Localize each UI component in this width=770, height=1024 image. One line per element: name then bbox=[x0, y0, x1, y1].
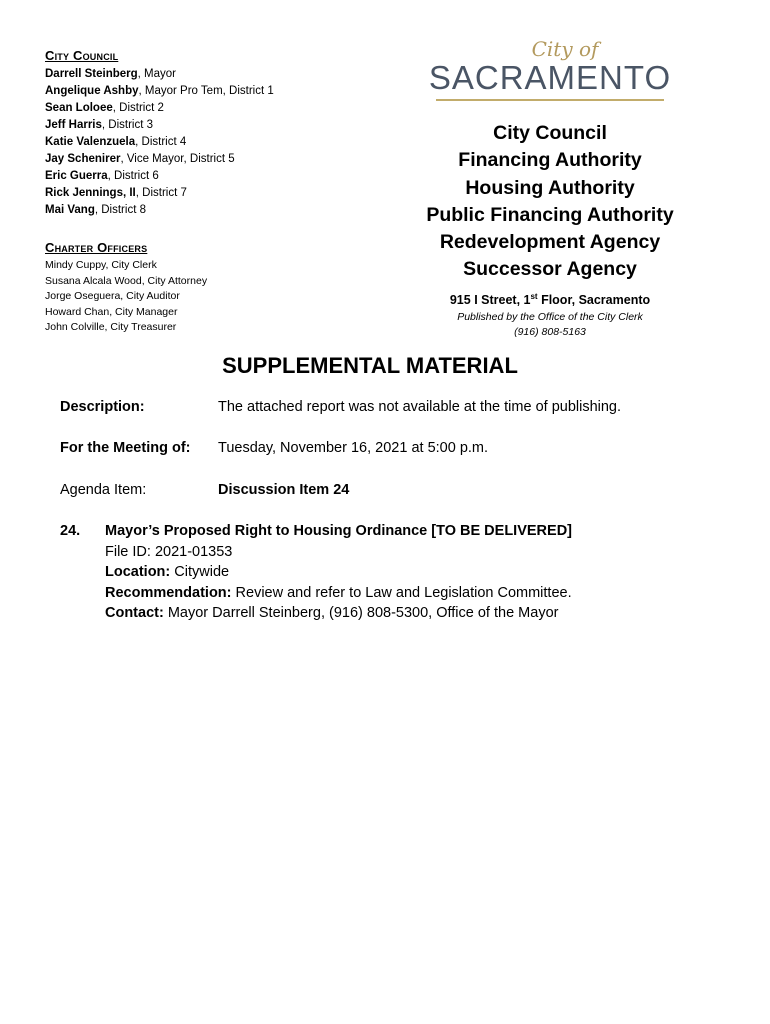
organization-name: Redevelopment Agency bbox=[439, 231, 661, 254]
officer-entry: Jorge Oseguera, City Auditor bbox=[45, 290, 180, 302]
council-heading: City Council bbox=[45, 48, 119, 63]
member-role: , District 7 bbox=[135, 187, 187, 199]
member-role: , Mayor bbox=[137, 68, 177, 80]
published-by: Published by the Office of the City Clerk bbox=[457, 310, 643, 323]
member-name: Darrell Steinberg bbox=[45, 68, 138, 80]
officer-entry: Howard Chan, City Manager bbox=[45, 305, 178, 318]
agenda-item bbox=[60, 521, 725, 624]
member-role: , Vice Mayor, District 5 bbox=[120, 153, 235, 165]
logo-city-name: SACRAMENTO bbox=[428, 59, 672, 96]
agenda-value: Discussion Item 24 bbox=[218, 482, 350, 498]
logo-city-of: City of bbox=[531, 37, 599, 61]
member-name: Mai Vang bbox=[45, 204, 95, 216]
member-role: , Mayor Pro Tem, District 1 bbox=[138, 85, 274, 97]
council-member bbox=[45, 151, 365, 168]
member-name: Sean Loloee bbox=[45, 102, 113, 114]
council-member bbox=[45, 202, 365, 219]
clerk-phone: (916) 808-5163 bbox=[514, 325, 586, 338]
member-name: Rick Jennings, II bbox=[45, 187, 136, 199]
city-logo bbox=[415, 38, 685, 110]
council-member-list bbox=[45, 66, 365, 219]
member-name: Jay Schenirer bbox=[45, 153, 121, 165]
organization-name: Financing Authority bbox=[458, 149, 642, 172]
council-member bbox=[45, 168, 365, 185]
member-role: , District 6 bbox=[107, 170, 159, 182]
item-contact: Contact: Mayor Darrell Steinberg, (916) 808-5300, Office of the Mayor bbox=[105, 605, 559, 621]
member-role: , District 2 bbox=[112, 102, 164, 114]
member-name: Eric Guerra bbox=[45, 170, 108, 182]
member-role: , District 8 bbox=[94, 204, 146, 216]
item-title: Mayor’s Proposed Right to Housing Ordinance [TO BE DELIVERED] bbox=[105, 523, 572, 539]
member-name: Jeff Harris bbox=[45, 119, 102, 131]
item-recommendation: Recommendation: Review and refer to Law and Legislation Committee. bbox=[105, 584, 572, 601]
item-details bbox=[105, 521, 725, 624]
meeting-label: For the Meeting of: bbox=[60, 440, 191, 456]
meeting-address: 915 I Street, 1st Floor, Sacramento bbox=[449, 291, 651, 307]
council-member bbox=[45, 117, 365, 134]
description-value: The attached report was not available at the time of publishing. bbox=[218, 399, 622, 415]
officer-entry: John Colville, City Treasurer bbox=[45, 321, 177, 333]
member-role: , District 4 bbox=[135, 136, 187, 148]
organization-name: City Council bbox=[493, 122, 607, 144]
item-number: 24. bbox=[60, 523, 81, 539]
member-name: Angelique Ashby bbox=[45, 85, 139, 97]
description-row bbox=[60, 399, 621, 415]
item-location: Location: Citywide bbox=[105, 564, 230, 580]
organization-name: Housing Authority bbox=[465, 176, 635, 199]
officer-entry: Mindy Cuppy, City Clerk bbox=[45, 259, 157, 271]
member-name: Katie Valenzuela bbox=[45, 136, 136, 148]
organization-list bbox=[415, 120, 685, 284]
header-column bbox=[415, 38, 685, 340]
agenda-row bbox=[60, 482, 349, 498]
organization-name: Successor Agency bbox=[463, 258, 637, 281]
page-title: SUPPLEMENTAL MATERIAL bbox=[222, 353, 518, 378]
meeting-row bbox=[60, 440, 488, 456]
roster-column bbox=[45, 48, 365, 336]
council-member bbox=[45, 83, 365, 100]
description-label: Description: bbox=[60, 399, 145, 415]
officers-list bbox=[45, 258, 365, 336]
council-member bbox=[45, 134, 365, 151]
officer-entry: Susana Alcala Wood, City Attorney bbox=[45, 274, 208, 287]
agenda-label: Agenda Item: bbox=[60, 482, 147, 498]
officers-heading: Charter Officers bbox=[45, 240, 148, 255]
logo-underline bbox=[436, 99, 664, 101]
council-member bbox=[45, 66, 365, 83]
council-member bbox=[45, 185, 365, 202]
member-role: , District 3 bbox=[101, 119, 154, 131]
organization-name: Public Financing Authority bbox=[426, 203, 674, 226]
item-file-id: File ID: 2021-01353 bbox=[105, 543, 233, 560]
meeting-value: Tuesday, November 16, 2021 at 5:00 p.m. bbox=[218, 440, 489, 456]
council-member bbox=[45, 100, 365, 117]
